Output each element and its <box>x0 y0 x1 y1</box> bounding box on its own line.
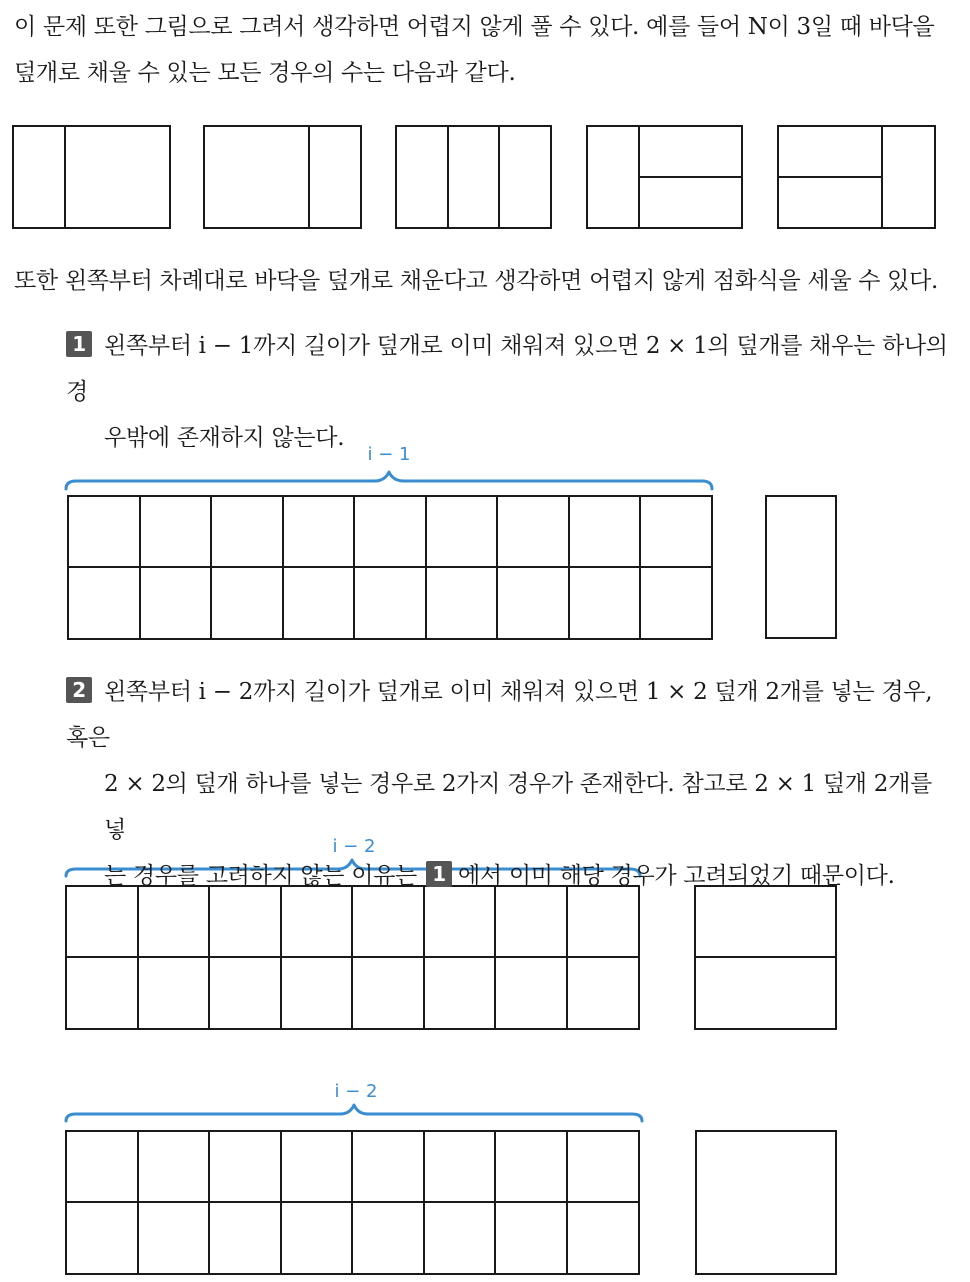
tiling-3 <box>396 126 551 228</box>
case-2-text-end: 는 경우를 고려하지 않는 이유는 1 에서 이미 해당 경우가 고려되었기 때문이다. <box>104 862 895 889</box>
tile-2x1 <box>766 496 836 638</box>
tile-two-1x2 <box>695 886 836 1029</box>
tiling-5 <box>778 126 935 228</box>
brace-label-i-minus-1: i − 1 <box>367 444 411 465</box>
case-1-reference-badge: 1 <box>426 861 452 887</box>
tiling-1 <box>13 126 170 228</box>
case-1-badge: 1 <box>66 331 92 357</box>
brace-i-minus-1 <box>66 472 712 489</box>
tile-2x2 <box>696 1131 836 1274</box>
tiling-2 <box>204 126 361 228</box>
case-2-text: 왼쪽부터 i − 2까지 길이가 덮개로 이미 채워져 있으면 1 × 2 덮개 2개를 넣는 경우, 혹은 <box>66 679 933 751</box>
grid-i-minus-2-b <box>66 1131 639 1274</box>
brace-label-i-minus-2-a: i − 2 <box>332 836 376 857</box>
case-2-badge: 2 <box>66 677 92 703</box>
brace-label-i-minus-2-b: i − 2 <box>334 1081 378 1102</box>
recurrence-intro: 또한 왼쪽부터 차례대로 바닥을 덮개로 채운다고 생각하면 어렵지 않게 점화식을 세울 수 있다. <box>14 268 939 294</box>
case-2-text-cont: 2 × 2의 덮개 하나를 넣는 경우로 2가지 경우가 존재한다. 참고로 2 × 1 덮개 2개를 넣 <box>104 771 932 843</box>
case-1-text-cont: 우밖에 존재하지 않는다. <box>104 425 345 451</box>
grid-i-minus-2-a <box>66 886 639 1029</box>
case-1-text: 왼쪽부터 i − 1까지 길이가 덮개로 이미 채워져 있으면 2 × 1의 덮개를 채우는 하나의 경 <box>66 333 948 405</box>
brace-i-minus-2-b <box>66 1105 642 1121</box>
tiling-4 <box>587 126 742 228</box>
intro-paragraph: 이 문제 또한 그림으로 그려서 생각하면 어렵지 않게 풀 수 있다. 예를 들어 N이 3일 때 바닥을 덮개로 채울 수 있는 모든 경우의 수는 다음과 같다. <box>14 14 935 86</box>
case-1 <box>66 323 958 461</box>
case-2 <box>66 669 958 899</box>
grid-i-minus-1 <box>68 496 712 639</box>
